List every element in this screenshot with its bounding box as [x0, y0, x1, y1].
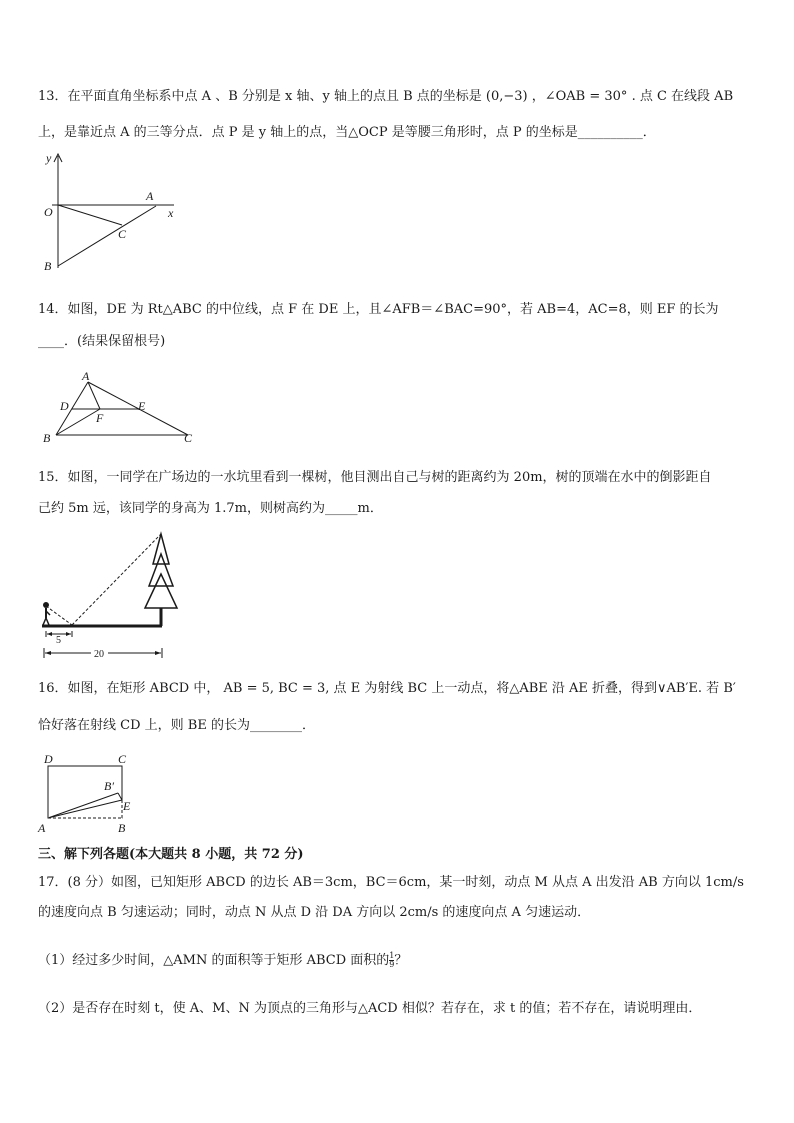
q15-line1: 15．如图，一同学在广场边的一水坑里看到一棵树，他目测出自己与树的距离约为 20m，树的顶端在水中的倒影距自 — [38, 470, 712, 485]
q16-line2: 恰好落在射线 CD 上，则 BE 的长为________． — [38, 718, 315, 733]
q13-label-A: A — [146, 189, 154, 203]
q17-part1-text: （1）经过多少时间，△AMN 的面积等于矩形 ABCD 面积的 — [38, 953, 390, 968]
q13-label-C: C — [118, 227, 127, 241]
q15-line2: 己约 5m 远，该同学的身高为 1.7m，则树高约为_____m． — [38, 501, 383, 516]
fraction-numerator: 1 — [389, 951, 395, 960]
q14-label-B: B — [43, 431, 51, 445]
q15-dim-5: 5 — [56, 635, 61, 646]
q15-figure — [36, 526, 196, 664]
q17-part1 — [38, 952, 407, 970]
q14-label-D: D — [60, 399, 69, 413]
q16-label-E: E — [123, 799, 131, 813]
q13-figure — [38, 150, 188, 275]
section-heading: 三、解下列各题(本大题共 8 小题，共 72 分) — [38, 847, 304, 862]
q15-dim-20: 20 — [94, 649, 104, 660]
q13-line2: 上，是靠近点 A 的三等分点．点 P 是 y 轴上的点，当△OCP 是等腰三角形时，点 P 的坐标是__________． — [38, 125, 656, 140]
q13-label-y: y — [46, 151, 52, 165]
q13-label-B: B — [44, 259, 52, 273]
q14-line1: 14．如图，DE 为 Rt△ABC 的中位线，点 F 在 DE 上，且∠AFB＝∠BAC=90°，若 AB=4，AC=8，则 EF 的长为 — [38, 302, 719, 317]
q13-label-x: x — [168, 206, 174, 220]
q17-line1: 17．(8 分）如图，已知矩形 ABCD 的边长 AB＝3cm，BC＝6cm，某一时刻，动点 M 从点 A 出发沿 AB 方向以 1cm/s — [38, 875, 744, 890]
q14-line2: ____．(结果保留根号) — [38, 334, 166, 349]
q14-label-F: F — [96, 411, 104, 425]
q16-label-Bprime: B′ — [104, 779, 114, 793]
q14-label-C: C — [184, 431, 193, 445]
q16-figure — [36, 748, 146, 838]
q16-label-A: A — [38, 821, 46, 835]
fraction-denominator: 9 — [389, 960, 395, 969]
q14-label-E: E — [138, 399, 146, 413]
q13-label-O: O — [44, 205, 53, 219]
q16-line1: 16．如图，在矩形 ABCD 中， AB = 5, BC = 3, 点 E 为射线 BC 上一动点，将△ABE 沿 AE 折叠，得到∨AB′E. 若 B′ — [38, 681, 736, 696]
q14-figure — [38, 368, 208, 448]
q16-label-D: D — [44, 752, 53, 766]
q14-label-A: A — [82, 369, 90, 383]
q17-part2: （2）是否存在时刻 t，使 A、M、N 为顶点的三角形与△ACD 相似？若存在，求 t 的值；若不存在，请说明理由． — [38, 1001, 702, 1016]
q16-label-B: B — [118, 821, 126, 835]
q17-part1-end: ？ — [394, 953, 408, 968]
q16-label-C: C — [118, 752, 127, 766]
q13-line1: 13．在平面直角坐标系中点 A 、B 分别是 x 轴、y 轴上的点且 B 点的坐标是 (0,−3) ，∠OAB = 30° . 点 C 在线段 AB — [38, 89, 734, 104]
q17-line2: 的速度向点 B 匀速运动；同时，动点 N 从点 D 沿 DA 方向以 2cm/s 的速度向点 A 匀速运动． — [38, 905, 591, 920]
